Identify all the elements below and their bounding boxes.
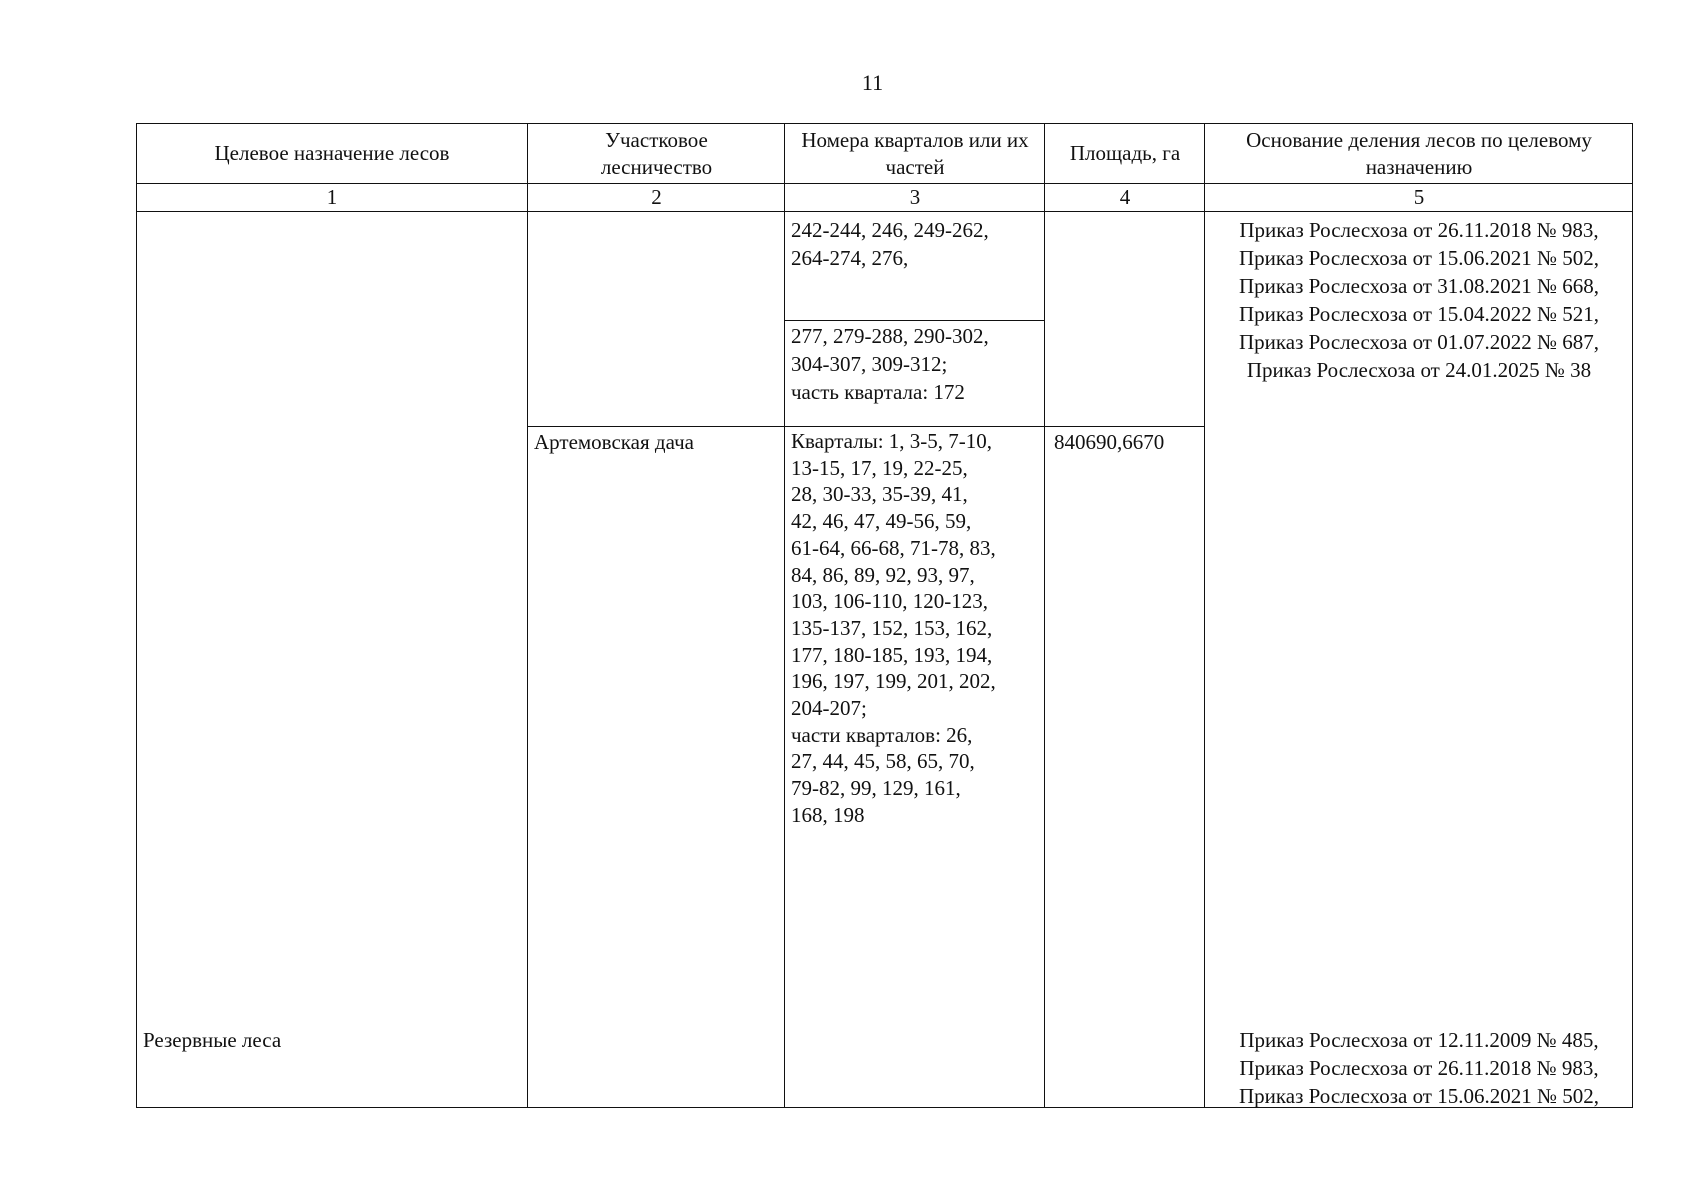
column-divider bbox=[1044, 124, 1045, 1107]
row-divider bbox=[784, 320, 1044, 321]
header-purpose: Целевое назначение лесов bbox=[214, 141, 450, 165]
order-line: Приказ Рослесхоза от 01.07.2022 № 687, bbox=[1238, 330, 1600, 354]
page-number: 11 bbox=[861, 70, 884, 95]
header-basis: Основание деления лесов по целевому назначению bbox=[1246, 127, 1592, 179]
forest-purpose-table bbox=[136, 123, 1633, 1108]
column-divider bbox=[1204, 124, 1205, 1107]
basis-orders-bottom bbox=[1206, 1026, 1632, 1110]
basis-orders-top bbox=[1206, 216, 1632, 384]
quarters-cell: 242-244, 246, 249-262, 264-274, 276, bbox=[791, 218, 989, 270]
order-line: Приказ Рослесхоза от 26.11.2018 № 983, bbox=[1239, 1056, 1599, 1080]
column-divider bbox=[784, 124, 785, 1107]
quarters-cell: 277, 279-288, 290-302, 304-307, 309-312; часть квартала: 172 bbox=[791, 324, 989, 404]
order-line: Приказ Рослесхоза от 12.11.2009 № 485, bbox=[1239, 1028, 1599, 1052]
forestry-cell: Артемовская дача bbox=[534, 430, 694, 454]
header-quarters: Номера кварталов или их частей bbox=[801, 127, 1029, 179]
area-cell: 840690,6670 bbox=[1054, 430, 1165, 454]
order-line: Приказ Рослесхоза от 15.04.2022 № 521, bbox=[1238, 302, 1600, 326]
column-number: 3 bbox=[909, 185, 921, 209]
order-line: Приказ Рослесхоза от 24.01.2025 № 38 bbox=[1246, 358, 1592, 382]
purpose-cell: Резервные леса bbox=[143, 1028, 282, 1052]
header-area: Площадь, га bbox=[1069, 141, 1181, 165]
column-number: 5 bbox=[1413, 185, 1425, 209]
column-number: 2 bbox=[651, 185, 662, 209]
header-forestry: Участковое лесничество bbox=[600, 127, 713, 179]
column-number: 4 bbox=[1119, 185, 1131, 209]
order-line: Приказ Рослесхоза от 26.11.2018 № 983, bbox=[1239, 218, 1599, 242]
order-line: Приказ Рослесхоза от 15.06.2021 № 502, bbox=[1238, 1084, 1600, 1108]
order-line: Приказ Рослесхоза от 31.08.2021 № 668, bbox=[1238, 274, 1600, 298]
column-number: 1 bbox=[326, 185, 338, 209]
row-divider bbox=[527, 426, 1204, 427]
quarters-cell: Кварталы: 1, 3-5, 7-10, 13-15, 17, 19, 22-25, 28, 30-33, 35-39, 41, 42, 46, 47, 49-56, 59, 61-64, 66-68, 71-78, 83, 84, 86, 89, 92, 93, 97, 103, 106-110, 120-123, 135-137, 152, 153, 162, 177, 180-185, 193, 194, 196, 197, 199, 201, 202, 204-207; части кварталов: 26, 27, 44, 45, 58, 65, 70, 79-82, 99, 129, 161, 168, 198 bbox=[791, 429, 996, 827]
column-number-divider bbox=[137, 211, 1632, 212]
order-line: Приказ Рослесхоза от 15.06.2021 № 502, bbox=[1238, 246, 1600, 270]
column-divider bbox=[527, 124, 528, 1107]
